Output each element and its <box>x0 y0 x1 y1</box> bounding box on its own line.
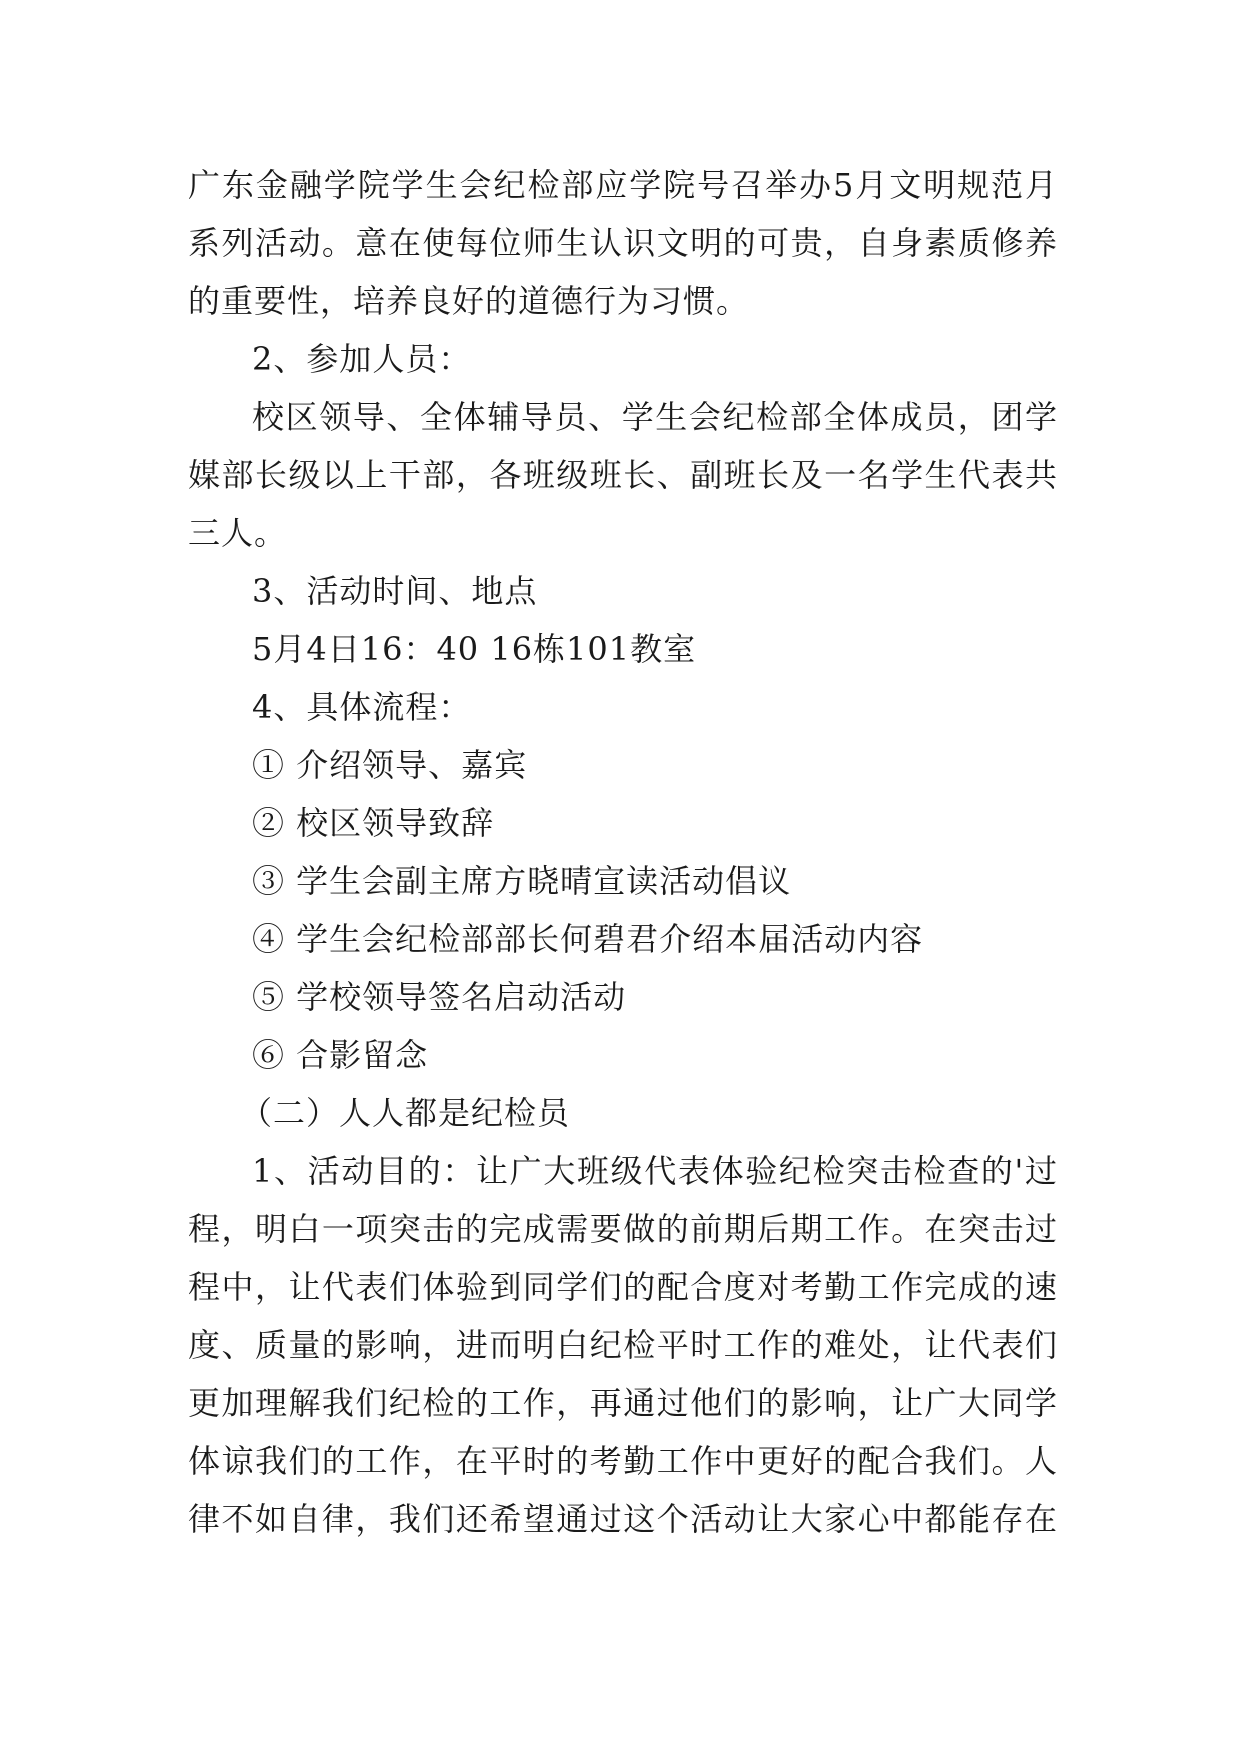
body-line-3: 的重要性，培养良好的道德行为习惯。 <box>188 282 750 320</box>
time-place-value: 5月4日16：40 16栋101教室 <box>252 630 697 668</box>
purpose-line-5: 更加理解我们纪检的工作，再通过他们的影响，让广大同学 <box>188 1384 1058 1422</box>
purpose-line-1: 1、活动目的：让广大班级代表体验纪检突击检查的'过 <box>252 1152 1058 1190</box>
process-step-4: ④ 学生会纪检部部长何碧君介绍本届活动内容 <box>252 920 924 958</box>
body-line-2: 系列活动。意在使每位师生认识文明的可贵，自身素质修养 <box>188 224 1058 262</box>
body-line-participants-2: 媒部长级以上干部，各班级班长、副班长及一名学生代表共 <box>188 456 1058 494</box>
process-step-3: ③ 学生会副主席方晓晴宣读活动倡议 <box>252 862 792 900</box>
section-heading-participants: 2、参加人员： <box>252 340 472 378</box>
process-step-6: ⑥ 合影留念 <box>252 1036 429 1074</box>
document-body <box>188 156 1058 1548</box>
purpose-line-7: 律不如自律，我们还希望通过这个活动让大家心中都能存在 <box>188 1500 1058 1538</box>
purpose-line-4: 度、质量的影响，进而明白纪检平时工作的难处，让代表们 <box>188 1326 1058 1364</box>
section-heading-time-place: 3、活动时间、地点 <box>252 572 538 610</box>
body-line-1: 广东金融学院学生会纪检部应学院号召举办5月文明规范月 <box>188 166 1058 204</box>
section-heading-everyone-inspector: （二）人人都是纪检员 <box>240 1094 571 1132</box>
purpose-line-2: 程，明白一项突击的完成需要做的前期后期工作。在突击过 <box>188 1210 1058 1248</box>
body-line-participants-3: 三人。 <box>188 514 288 552</box>
purpose-line-6: 体谅我们的工作，在平时的考勤工作中更好的配合我们。人 <box>188 1442 1058 1480</box>
process-step-2: ② 校区领导致辞 <box>252 804 495 842</box>
body-line-participants-1: 校区领导、全体辅导员、学生会纪检部全体成员，团学 <box>252 398 1058 436</box>
purpose-line-3: 程中，让代表们体验到同学们的配合度对考勤工作完成的速 <box>188 1268 1058 1306</box>
section-heading-process: 4、具体流程： <box>252 688 472 726</box>
process-step-1: ① 介绍领导、嘉宾 <box>252 746 528 784</box>
process-step-5: ⑤ 学校领导签名启动活动 <box>252 978 627 1016</box>
